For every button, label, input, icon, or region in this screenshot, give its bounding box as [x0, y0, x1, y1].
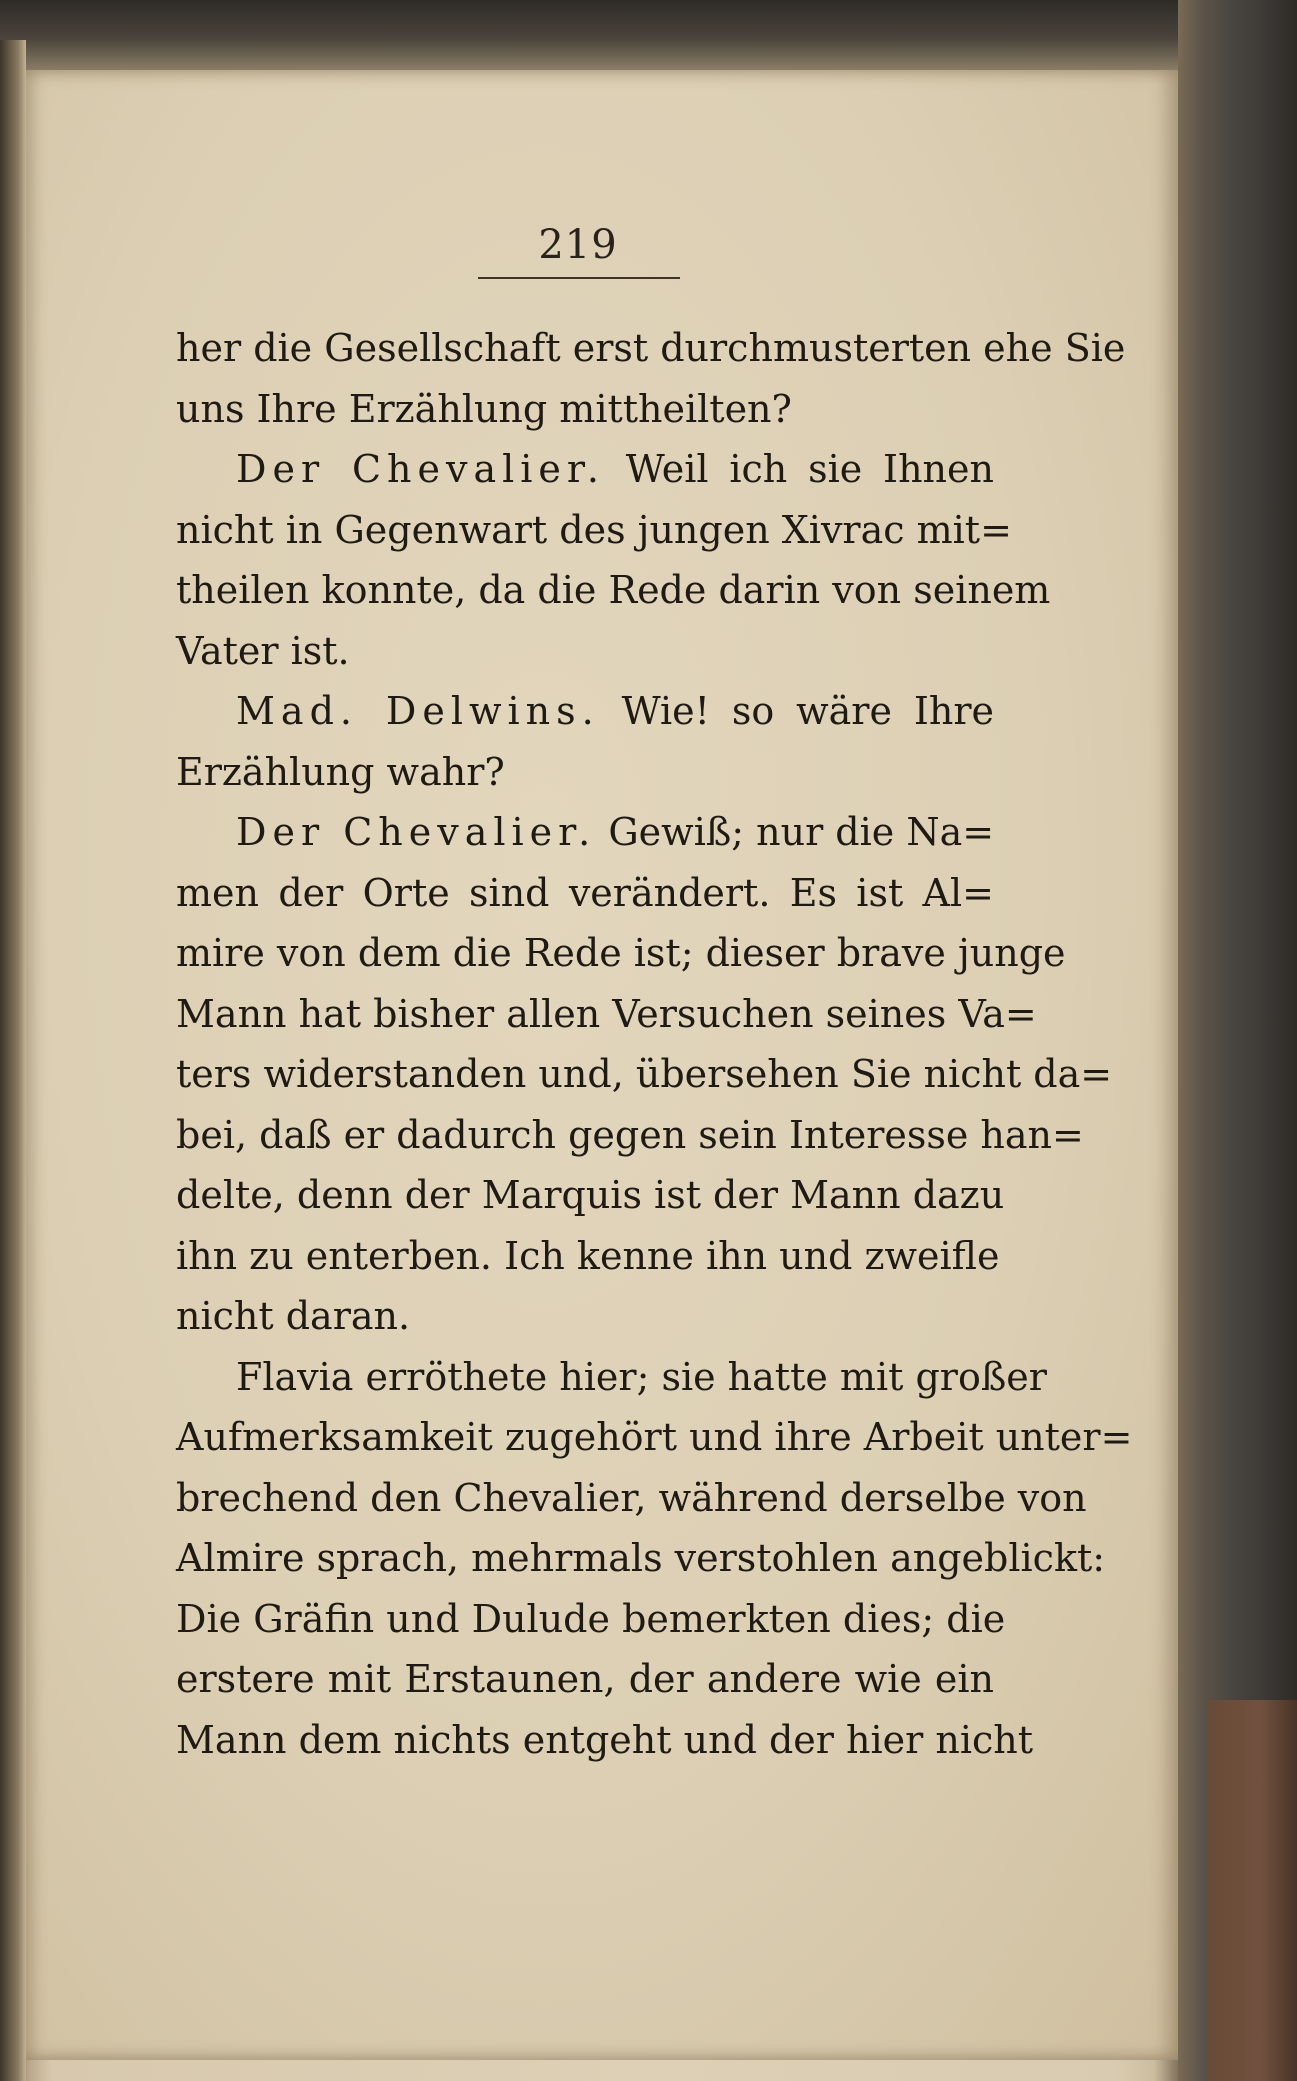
text-line: [176, 681, 994, 742]
line-text: Wie! so wäre Ihre: [621, 689, 994, 733]
text-line: uns Ihre Erzählung mittheilten?: [176, 386, 792, 431]
text-line: Erzählung wahr?: [176, 749, 505, 794]
text-line: theilen konnte, da die Rede darin von seinem: [176, 568, 1051, 612]
text-line: nicht in Gegenwart des jungen Xivrac mit=: [176, 507, 1012, 552]
text-line: mire von dem die Rede ist; dieser brave junge: [176, 931, 1066, 975]
text-line: Flavia erröthete hier; sie hatte mit großer: [236, 1354, 1047, 1399]
text-line: Mann dem nichts entgeht und der hier nicht: [176, 1717, 1034, 1762]
line-text: Weil ich sie Ihnen: [625, 447, 994, 491]
book-cover-edge: [1178, 0, 1297, 2081]
text-line: [176, 802, 994, 863]
text-line: delte, denn der Marquis ist der Mann dazu: [176, 1173, 1005, 1217]
speaker-name: Mad. Delwins.: [236, 689, 600, 733]
book-cover-top: [0, 0, 1297, 70]
text-line: Mann hat bisher allen Versuchen seines Va=: [176, 991, 1037, 1036]
header-rule: [478, 277, 680, 279]
speaker-name: Der Chevalier.: [236, 810, 597, 854]
text-line: ters widerstanden und, übersehen Sie nicht da=: [176, 1052, 1113, 1096]
text-line: Die Gräfin und Dulude bemerkten dies; die: [176, 1596, 1006, 1641]
text-line: Vater ist.: [176, 628, 350, 673]
book-gutter: [0, 40, 26, 2081]
page-number: 219: [538, 222, 618, 268]
body-text: [176, 318, 1133, 1770]
line-text: Gewiß; nur die Na=: [608, 810, 995, 854]
text-line: [176, 439, 994, 500]
text-line: her die Gesellschaft erst durchmusterten ehe Sie: [176, 326, 1126, 370]
speaker-name: Der Chevalier.: [236, 447, 605, 491]
text-line: erstere mit Erstaunen, der andere wie ein: [176, 1657, 994, 1701]
text-line: Almire sprach, mehrmals verstohlen angeblickt:: [176, 1536, 1106, 1580]
text-line: bei, daß er dadurch gegen sein Interesse han=: [176, 1112, 1084, 1157]
text-line: ihn zu enterben. Ich kenne ihn und zweifle: [176, 1233, 1000, 1278]
text-line: men der Orte sind verändert. Es ist Al=: [176, 870, 994, 915]
text-line: nicht daran.: [176, 1294, 411, 1338]
text-line: brechend den Chevalier, während derselbe von: [176, 1475, 1087, 1520]
text-line: Aufmerksamkeit zugehört und ihre Arbeit unter=: [176, 1415, 1133, 1459]
